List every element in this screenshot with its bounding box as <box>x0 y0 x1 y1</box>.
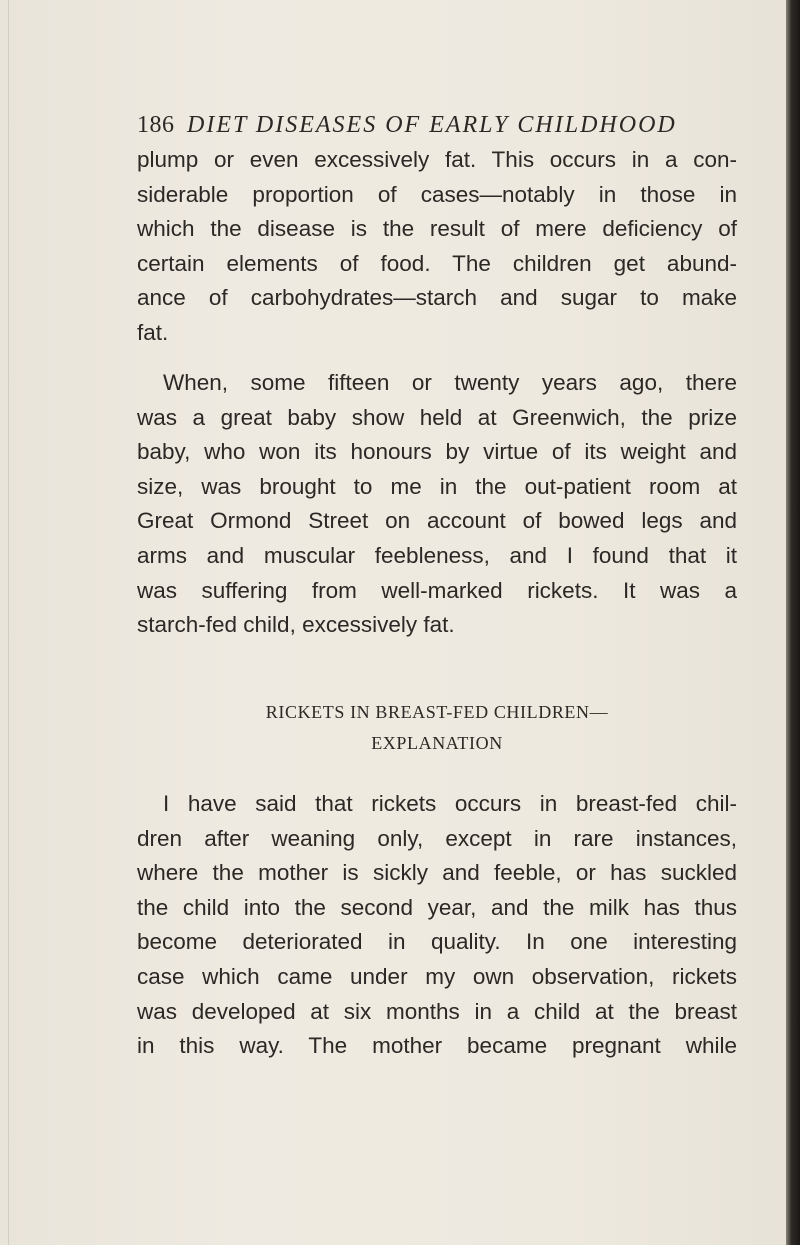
text-line: ance of carbohydrates—starch and sugar to make <box>137 285 737 311</box>
running-title: DIET DISEASES OF EARLY CHILDHOOD <box>187 112 677 138</box>
text-line: in this way. The mother became pregnant while <box>137 1033 737 1059</box>
text-line: baby, who won its honours by virtue of its weight and <box>137 439 737 465</box>
text-line: was a great baby show held at Greenwich, the prize <box>137 404 737 430</box>
section-heading-line-2: EXPLANATION <box>371 733 503 753</box>
text-line: fat. <box>137 319 169 345</box>
text-line: When, some fifteen or twenty years ago, there <box>163 370 737 395</box>
text-line: the child into the second year, and the milk has thus <box>137 894 737 920</box>
text-line: I have said that rickets occurs in breast-fed chil- <box>163 791 737 816</box>
text-line: siderable proportion of cases—notably in those in <box>137 181 737 207</box>
book-binding-edge <box>786 0 800 1245</box>
text-line: become deteriorated in quality. In one interesting <box>137 929 737 955</box>
page-number: 186 <box>137 112 175 138</box>
text-line: case which came under my own observation, rickets <box>137 963 737 989</box>
paragraph-1 <box>137 143 737 351</box>
text-line: arms and muscular feebleness, and I found that it <box>137 542 737 568</box>
text-line: where the mother is sickly and feeble, or has suckled <box>137 860 737 886</box>
section-heading-line-1: RICKETS IN BREAST-FED CHILDREN— <box>265 702 609 722</box>
text-line: dren after weaning only, except in rare instances, <box>137 825 737 851</box>
text-line: was suffering from well-marked rickets. It was a <box>137 577 737 603</box>
text-line: plump or even excessively fat. This occurs in a con- <box>137 147 737 172</box>
paragraph-3 <box>137 787 737 1064</box>
text-line: was developed at six months in a child at the breast <box>137 998 737 1024</box>
page-edge-shadow <box>8 0 9 1245</box>
text-line: size, was brought to me in the out-patient room at <box>137 473 737 499</box>
paragraph-2 <box>137 366 737 643</box>
text-line: which the disease is the result of mere deficiency of <box>137 216 737 242</box>
text-line: Great Ormond Street on account of bowed legs and <box>137 508 737 534</box>
text-line: certain elements of food. The children get abund- <box>137 250 737 276</box>
text-line: starch-fed child, excessively fat. <box>137 612 455 638</box>
running-head <box>137 112 737 139</box>
